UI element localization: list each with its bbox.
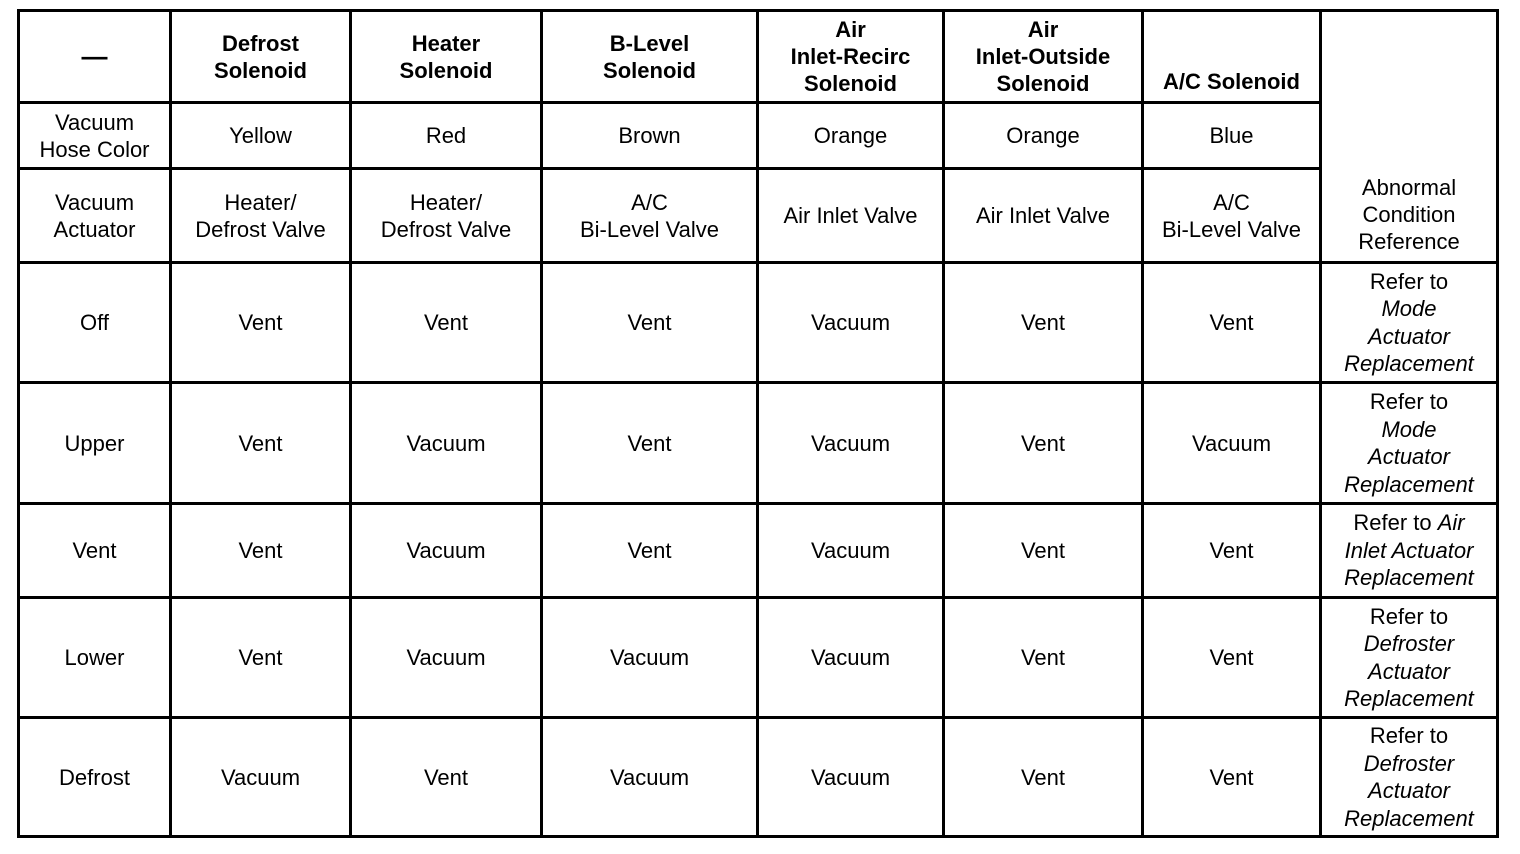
solenoid-state-cell: Vent <box>1143 263 1321 383</box>
header-line: Solenoid <box>996 71 1090 96</box>
abnormal-reference-cell <box>1321 504 1498 598</box>
reference-line: Inlet Actuator <box>1344 537 1474 563</box>
actuator-line: Defrost Valve <box>380 216 512 242</box>
row-label-actuator <box>19 169 171 263</box>
hose-color-cell: Brown <box>542 103 758 169</box>
actuator-line: Heater/ <box>409 189 483 215</box>
solenoid-state-cell: Vent <box>542 263 758 383</box>
solenoid-state-cell: Vacuum <box>758 598 944 718</box>
solenoid-state-cell: Vent <box>1143 504 1321 598</box>
solenoid-state-cell: Vacuum <box>171 718 351 837</box>
solenoid-state-cell: Vacuum <box>758 263 944 383</box>
hose-color-row <box>19 103 1498 169</box>
solenoid-state-cell: Vacuum <box>351 383 542 504</box>
row-label-line: Hose Color <box>39 136 150 162</box>
reference-line: Mode <box>1381 416 1437 442</box>
abnormal-reference-cell <box>1321 718 1498 837</box>
solenoid-state-cell: Vent <box>171 504 351 598</box>
solenoid-state-cell: Vent <box>944 383 1143 504</box>
header-abnormal-condition-reference <box>1321 11 1498 263</box>
actuator-line: Defrost Valve <box>195 216 326 242</box>
mode-label: Lower <box>19 598 171 718</box>
actuator-line: Heater/ <box>224 189 297 215</box>
solenoid-state-cell: Vent <box>542 504 758 598</box>
actuator-cell <box>171 169 351 263</box>
header-heater-solenoid <box>351 11 542 103</box>
abnormal-reference-cell <box>1321 383 1498 504</box>
actuator-line: Air Inlet Valve <box>783 203 918 228</box>
header-line: Reference <box>1358 229 1460 254</box>
solenoid-state-cell: Vent <box>1143 598 1321 718</box>
hose-color-cell: Yellow <box>171 103 351 169</box>
reference-text: Air <box>1437 510 1465 536</box>
header-line: Condition <box>1362 202 1456 227</box>
header-line: Inlet-Outside <box>975 44 1111 69</box>
reference-line: Actuator <box>1368 444 1450 469</box>
reference-line: Actuator <box>1368 778 1450 803</box>
solenoid-state-cell: Vent <box>542 383 758 504</box>
actuator-cell <box>351 169 542 263</box>
reference-line: Refer to <box>1369 268 1449 294</box>
abnormal-reference-cell <box>1321 263 1498 383</box>
header-line: Inlet-Recirc <box>790 44 911 69</box>
header-line: Air <box>1027 17 1059 42</box>
solenoid-state-cell: Vent <box>171 263 351 383</box>
header-line: Abnormal <box>1361 175 1457 200</box>
mode-row-upper <box>19 383 1498 504</box>
actuator-cell <box>944 169 1143 263</box>
vacuum-solenoid-table <box>17 9 1499 838</box>
corner-dash: — <box>81 40 108 71</box>
header-line: Solenoid <box>804 71 897 96</box>
header-line: Heater <box>411 30 481 56</box>
reference-line: Actuator <box>1368 658 1450 684</box>
solenoid-state-cell: Vent <box>944 504 1143 598</box>
hose-color-cell: Orange <box>944 103 1143 169</box>
header-line: Solenoid <box>603 57 696 83</box>
hose-color-cell: Red <box>351 103 542 169</box>
header-b-level-solenoid <box>542 11 758 103</box>
header-air-inlet-recirc-solenoid <box>758 11 944 103</box>
solenoid-state-cell: Vacuum <box>758 718 944 837</box>
solenoid-state-cell: Vent <box>351 718 542 837</box>
reference-line: Replacement <box>1344 565 1474 591</box>
solenoid-state-cell: Vacuum <box>758 383 944 504</box>
row-label-hose-color <box>19 103 171 169</box>
hose-color-cell: Blue <box>1143 103 1321 169</box>
reference-text: Refer to <box>1353 510 1438 536</box>
actuator-line: Bi-Level Valve <box>580 216 719 242</box>
header-line: Air <box>835 17 866 42</box>
solenoid-state-cell: Vent <box>944 718 1143 837</box>
solenoid-state-cell: Vent <box>1143 718 1321 837</box>
header-defrost-solenoid <box>171 11 351 103</box>
reference-line: Replacement <box>1344 471 1474 497</box>
solenoid-state-cell: Vent <box>351 263 542 383</box>
row-label-line: Vacuum <box>54 189 135 215</box>
actuator-line: A/C <box>1213 189 1250 215</box>
row-label-line: Vacuum <box>54 109 135 135</box>
reference-line: Actuator <box>1368 323 1450 349</box>
solenoid-state-cell: Vacuum <box>1143 383 1321 504</box>
solenoid-state-cell: Vent <box>944 598 1143 718</box>
mode-label: Defrost <box>19 718 171 837</box>
solenoid-state-cell: Vacuum <box>542 718 758 837</box>
actuator-cell <box>542 169 758 263</box>
mode-row-vent <box>19 504 1498 598</box>
actuator-row <box>19 169 1498 263</box>
header-line: Defrost <box>221 30 299 56</box>
reference-line: Refer to <box>1369 603 1449 629</box>
solenoid-state-cell: Vent <box>171 383 351 504</box>
reference-line <box>1324 509 1494 537</box>
mode-row-defrost <box>19 718 1498 837</box>
actuator-line: Air Inlet Valve <box>975 203 1111 228</box>
actuator-line: A/C <box>631 189 668 215</box>
reference-line: Refer to <box>1369 723 1449 748</box>
header-line: Solenoid <box>399 57 493 83</box>
header-row <box>19 11 1498 103</box>
solenoid-state-cell: Vent <box>944 263 1143 383</box>
solenoid-state-cell: Vacuum <box>758 504 944 598</box>
hose-color-cell: Orange <box>758 103 944 169</box>
mode-row-lower <box>19 598 1498 718</box>
header-ac-solenoid <box>1143 11 1321 103</box>
reference-line: Refer to <box>1369 389 1449 414</box>
reference-line: Replacement <box>1344 805 1474 831</box>
reference-line: Replacement <box>1344 686 1474 711</box>
actuator-cell <box>1143 169 1321 263</box>
corner-cell <box>19 11 171 103</box>
reference-line: Mode <box>1381 296 1437 321</box>
mode-label: Upper <box>19 383 171 504</box>
reference-line: Defroster <box>1363 750 1455 776</box>
abnormal-reference-cell <box>1321 598 1498 718</box>
solenoid-state-cell: Vacuum <box>542 598 758 718</box>
reference-line: Defroster <box>1363 631 1455 656</box>
header-line: A/C Solenoid <box>1163 69 1300 94</box>
actuator-cell <box>758 169 944 263</box>
header-line: Solenoid <box>214 57 307 83</box>
header-line: B-Level <box>609 30 690 56</box>
mode-row-off <box>19 263 1498 383</box>
solenoid-state-cell: Vacuum <box>351 504 542 598</box>
mode-label: Off <box>19 263 171 383</box>
row-label-line: Actuator <box>53 216 136 242</box>
reference-line: Replacement <box>1344 351 1474 376</box>
solenoid-state-cell: Vacuum <box>351 598 542 718</box>
header-air-inlet-outside-solenoid <box>944 11 1143 103</box>
actuator-line: Bi-Level Valve <box>1162 216 1301 242</box>
mode-label: Vent <box>19 504 171 598</box>
solenoid-state-cell: Vent <box>171 598 351 718</box>
